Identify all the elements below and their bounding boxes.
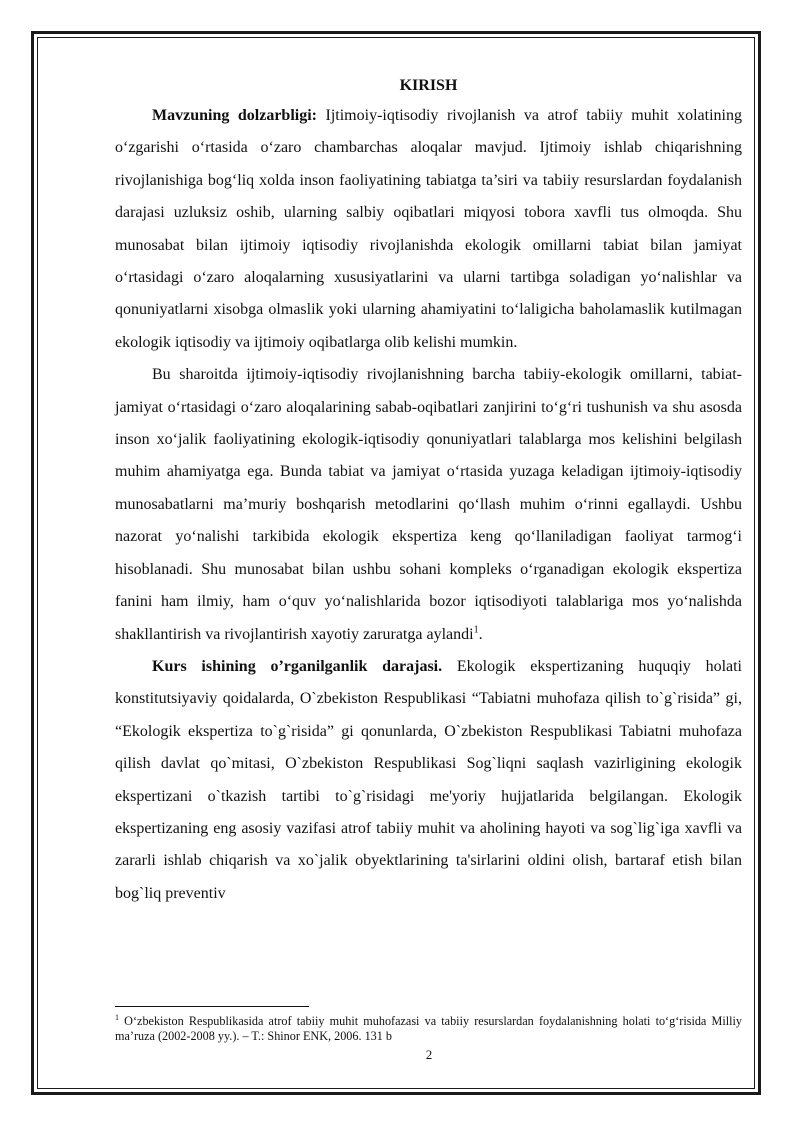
paragraph-end: .	[478, 625, 483, 643]
paragraph-conditions	[115, 359, 742, 651]
footnote-reference[interactable]: 1	[473, 624, 479, 636]
paragraph-heading: Mavzuning dolzarbligi:	[152, 107, 317, 124]
paragraph-text: Ijtimoiy-iqtisodiy rivojlanish va atrof tabiiy muhit xolatining o‘zgarishi o‘rtasida o‘zaro chambarchas aloqalar mavjud. Ijtimoiy ishlab chiqarishning rivojlanishiga bog‘liq xolda inson faoliyatining tabiatga ta’siri va tabiiy resurslardan foydalanish darajasi uzluksiz oshib, ularning salbiy oqibatlari miqyosi tobora xavfli tus olmoqda. Shu munosabat bilan ijtimoiy iqtisodiy rivojlanishda ekologik omillarni tabiat bilan jamiyat o‘rtasidagi o‘zaro aloqalarning xususiyatlarini va ularni tartibga soladigan yo‘nalishlar va qonuniyatlarni xisobga olmaslik yoki ularning ahamiyatini to‘laligicha baholamaslik kutilmagan ekologik iqtisodiy va ijtimoiy oqibatlarga olib kelishi mumkin.	[115, 107, 742, 351]
footnote	[115, 1014, 742, 1044]
paragraph-heading: Kurs ishining o’rganilganlik darajasi.	[152, 657, 443, 675]
paragraph-relevance	[115, 100, 742, 359]
footnote-text: O‘zbekiston Respublikasida atrof tabiiy muhit muhofazasi va tabiiy resurslardan foydalanishning holati to‘g‘risida Milliy ma’ruza (2002-2008 yy.). – T.: Shinor ENK, 2006. 131 b	[115, 1014, 742, 1043]
footnote-separator	[115, 1006, 309, 1007]
page-number: 2	[425, 1047, 433, 1062]
paragraph-study-level	[115, 651, 742, 910]
document-body	[115, 72, 742, 910]
footnote-mark: 1	[115, 1012, 119, 1022]
paragraph-text: Ekologik ekspertizaning huquqiy holati konstitutsiyaviy qoidalarda, O`zbekiston Respublikasi “Tabiatni muhofaza qilish to`g`risida” gi, “Ekologik ekspertiza to`g`risida” gi qonunlarda, O`zbekiston Respublikasi Tabiatni muhofaza qilish davlat qo`mitasi, O`zbekiston Respublikasi Sog`liqni saqlash vazirligining ekologik ekspertizani o`tkazish tartibi to`g`risidagi me'yoriy hujjatlarida belgilangan. Ekologik ekspertizaning eng asosiy vazifasi atrof tabiiy muhit va aholining hayoti va sog`lig`iga xavfli va zararli ishlab chiqarish va xo`jalik obyektlarining ta'sirlarini oldini olish, bartaraf etish bilan bog`liq preventiv	[115, 657, 743, 902]
page-title: KIRISH	[399, 77, 458, 94]
paragraph-text: Bu sharoitda ijtimoiy-iqtisodiy rivojlanishning barcha tabiiy-ekologik omillarni, tabiat-jamiyat o‘rtasidagi o‘zaro aloqalarining sabab-oqibatlari zanjirini to‘g‘ri tushunish va shu asosda inson xo‘jalik faoliyatining ekologik-iqtisodiy qonuniyatlari talablarga mos kelishini belgilash muhim ahamiyatga ega. Bunda tabiat va jamiyat o‘rtasida yuzaga keladigan ijtimoiy-iqtisodiy munosabatlarni ma’muriy boshqarish metodlarini qo‘llash muhim o‘rinni egallaydi. Ushbu nazorat yo‘nalishi tarkibida ekologik ekspertiza keng qo‘llaniladigan faoliyat tarmog‘i hisoblanadi. Shu munosabat bilan ushbu sohani kompleks o‘rganadigan ekologik ekspertiza fanini ham ilmiy, ham o‘quv yo‘nalishlarida bozor iqtisodiyoti talablariga mos yo‘nalishda shakllantirish va rivojlantirish xayotiy zaruratga aylandi	[115, 366, 742, 643]
